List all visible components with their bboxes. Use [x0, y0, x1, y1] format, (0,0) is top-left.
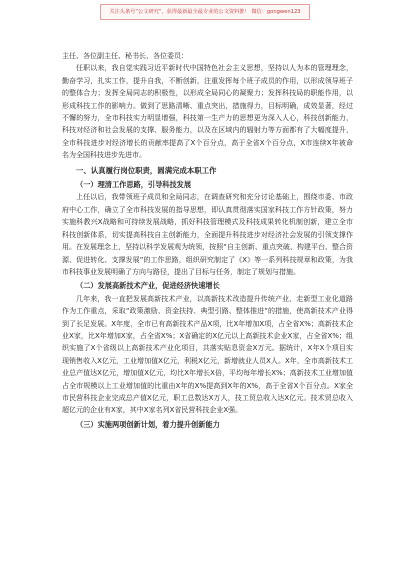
salutation: 主任、各位副主任、秘书长、各位委员： [62, 52, 188, 60]
subsection-heading-2: （二）发展高新技术产业，促进经济快速增长 [76, 281, 220, 291]
paragraph-hightech: 几年来，我一直把发展高新技术产业，以高新技术改造提升传统产业、走新型工业化道路作为工作重点，采取“政策激励、资金扶持、典型引路、整体推进”的措施，使高新技术产业得到了长足发展。X年度，全市已有高新技术产品X项，比X年增加X项，占全省X%；高新技术企业X家，比X年增加X家，占全省X%；X省确定的X亿元以上高新技术企业X家，占全省X%；组织实施了X个省级以上高新技术产业化项目，共落实贴息资金X万元。据统计，X年X个项目实现销售收入X亿元，工业增加值X亿元，利税X亿元，新增就业人员X人。X年，全市高新技术工业总产值达X亿元，增加值X亿元，均比X年增长X倍，平均每年增长X%；高新技术工业增加值占全市规模以上工业增加值的比重由X年的X%提高到X年的X%，高于全省X个百分点。X家全市民营科技企业完成总产值X亿元，职工总数达X万人，技工贸总收入达X亿元。技术贸总收入超亿元的企业有X家，其中X家名列X省民营科技企业X强。 [62, 294, 353, 415]
subsection-heading-1: （一）理清工作思路，引导科技发展 [76, 180, 192, 190]
subsection-heading-3: （三）实施两项创新计划，着力提升创新能力 [76, 419, 220, 429]
top-banner[interactable]: 关注头条号“公文研究”，获得最新最全最专业的公文资料推！ 微信：gongwen123 [100, 4, 310, 20]
section-heading-1: 一、认真履行岗位职责，圆满完成本职工作 [76, 165, 217, 175]
paragraph-intro: 任职以来，我自觉实践习近平新时代中国特色社会主义思想，坚持以人为本的管理理念，勤奋学习，扎实工作，提升自我，不断创新，注重发挥每个班子成员的作用，以形成领导班子的整体合力；发挥全局同志的积极性，以形成全局同心的凝聚力；发挥科技局的职能作用，以形成科技工作的影响力。做到了思路清晰、重点突出，措施得力，目标明确，成效显著，经过不懈的努力，全市科技实力明显增强，科技第一生产力的思想更为深入人心，科技创新能力，科技对经济和社会发展的支撑、服务能力，以及在区域内的辐射力等方面都有了大幅度提升，全市科技进步对经济增长的贡献率提高了X个百分点，高于全省X个百分点，X市连续X年被命名为全国科技进步先进市。 [62, 64, 353, 160]
paragraph-guidance: 上任以后，我带领班子成员和全局同志，在调查研究和充分讨论基础上，围绕市委、市政府中心工作，确立了全市科技发展的指导思想，即认真贯彻落实国家科技工作方针政策，努力实施科教兴X战略和可持续发展战略，抓好科技管理模式及科技成果转化机制创新，建立全市科技创新体系，切实提高科技自主创新能力，全面提升科技进步对经济社会发展的引领支撑作用。在发展理念上，坚持以科学发展观为统领，按照“自主创新、重点突破、构建平台、整合资源、促进转化、支撑发展”的工作思路，组织研究制定了《X》等一系列科技规章和政策，为我市科技事业发展明确了方向与路径，提出了目标与任务，制定了规划与措施。 [62, 193, 353, 276]
document-body [62, 50, 353, 431]
